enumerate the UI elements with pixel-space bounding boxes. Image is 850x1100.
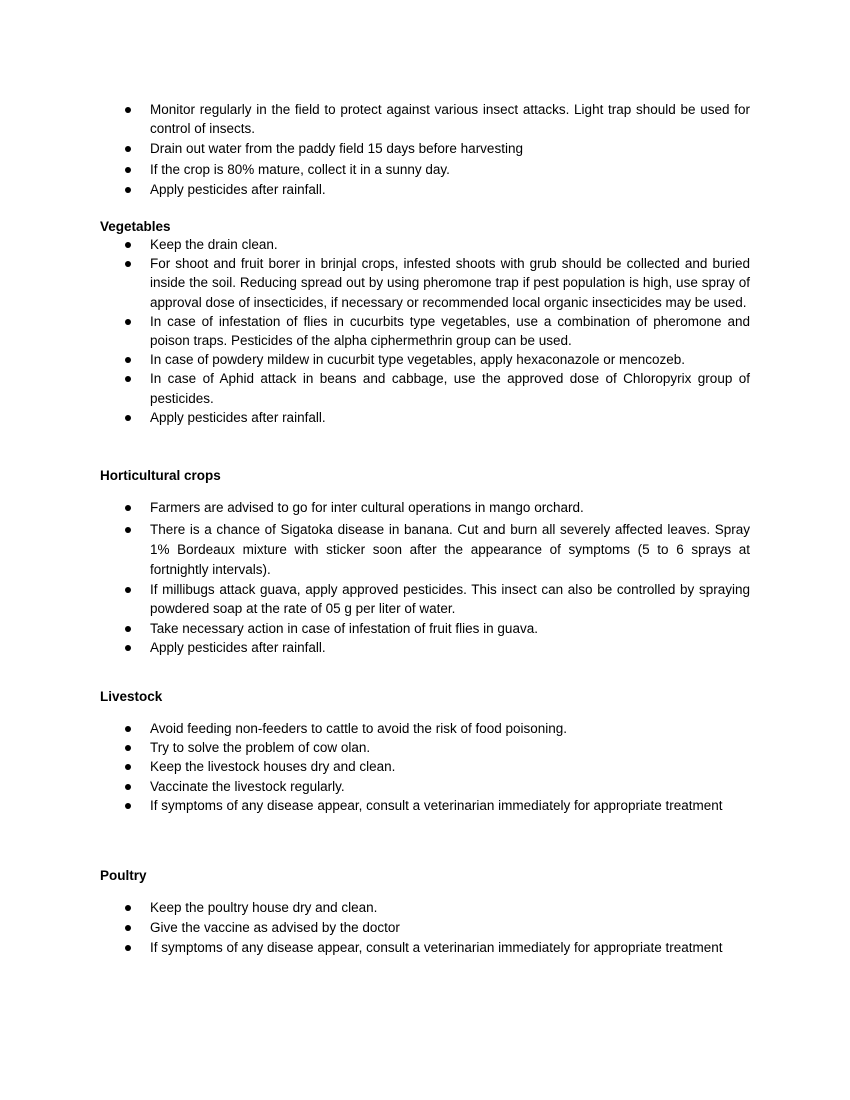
- list-item: [0, 777, 750, 796]
- list-item-text: Apply pesticides after rainfall.: [150, 409, 326, 425]
- intro-list: [0, 100, 850, 199]
- vegetables-list: [0, 235, 850, 427]
- list-item: [0, 738, 750, 757]
- bullet-icon: [125, 242, 131, 248]
- bullet-icon: [125, 945, 131, 951]
- list-item: [0, 757, 750, 776]
- list-item-text: Take necessary action in case of infestation of fruit flies in guava.: [150, 620, 538, 636]
- list-item: [0, 938, 750, 957]
- list-item: [0, 898, 750, 917]
- list-item-text: There is a chance of Sigatoka disease in banana. Cut and burn all severely affected leaves. Spray 1% Bordeaux mixture with sticker soon after the appearance of symptoms (5 to 6 sprays at fortnightly intervals).: [150, 522, 750, 578]
- bullet-icon: [125, 803, 131, 809]
- list-item-text: If millibugs attack guava, apply approved pesticides. This insect can also be controlled by spraying powdered soap at the rate of 05 g per liter of water.: [150, 582, 750, 617]
- bullet-icon: [125, 505, 131, 511]
- list-item-text: Apply pesticides after rainfall.: [150, 639, 326, 655]
- list-item-text: Give the vaccine as advised by the doctor: [150, 920, 400, 936]
- list-item-text: For shoot and fruit borer in brinjal crops, infested shoots with grub should be collected and buried inside the soil. Reducing spread out by using pheromone trap if pest population is high, use spray of approval dose of insecticides, if necessary or recommended local organic insecticides may be used.: [150, 256, 750, 310]
- list-item: [0, 619, 750, 638]
- list-item-text: In case of infestation of flies in cucurbits type vegetables, use a combination of pheromone and poison traps. Pesticides of the alpha ciphermethrin group can be used.: [150, 313, 750, 349]
- section-heading-livestock: Livestock: [100, 689, 163, 704]
- list-item: [0, 100, 750, 138]
- list-item: [0, 408, 750, 427]
- section-heading-horticultural: Horticultural crops: [100, 468, 221, 483]
- bullet-icon: [125, 376, 131, 382]
- bullet-icon: [125, 905, 131, 911]
- list-item: [0, 235, 750, 254]
- list-item-text: Avoid feeding non-feeders to cattle to avoid the risk of food poisoning.: [150, 721, 568, 736]
- list-item: [0, 498, 750, 517]
- bullet-icon: [125, 187, 131, 193]
- bullet-icon: [125, 107, 131, 113]
- list-item-text: If the crop is 80% mature, collect it in a sunny day.: [150, 161, 450, 177]
- bullet-icon: [125, 261, 131, 267]
- list-item: [0, 350, 750, 369]
- bullet-icon: [125, 527, 131, 533]
- list-item-text: Keep the livestock houses dry and clean.: [150, 759, 396, 775]
- list-item-text: Farmers are advised to go for inter cultural operations in mango orchard.: [150, 500, 584, 515]
- bullet-icon: [125, 645, 131, 651]
- bullet-icon: [125, 319, 131, 325]
- list-item-text: Try to solve the problem of cow olan.: [150, 740, 371, 756]
- section-heading-vegetables: Vegetables: [100, 219, 171, 234]
- list-item: [0, 312, 750, 350]
- bullet-icon: [125, 167, 131, 173]
- bullet-icon: [125, 357, 131, 363]
- list-item-text: Monitor regularly in the field to protect against various insect attacks. Light trap should be used for control of insects.: [150, 102, 750, 137]
- bullet-icon: [125, 415, 131, 421]
- bullet-icon: [125, 146, 131, 152]
- list-item: [0, 139, 750, 158]
- list-item-text: In case of powdery mildew in cucurbit type vegetables, apply hexaconazole or mencozeb.: [150, 352, 686, 368]
- list-item: [0, 180, 750, 199]
- list-item-text: If symptoms of any disease appear, consult a veterinarian immediately for appropriate treatment: [150, 940, 723, 956]
- bullet-icon: [125, 784, 131, 790]
- bullet-icon: [125, 764, 131, 770]
- list-item: [0, 580, 750, 618]
- list-item-text: Apply pesticides after rainfall.: [150, 181, 326, 197]
- bullet-icon: [125, 925, 131, 931]
- list-item-text: If symptoms of any disease appear, consult a veterinarian immediately for appropriate treatment: [150, 797, 723, 813]
- bullet-icon: [125, 587, 131, 593]
- bullet-icon: [125, 726, 131, 732]
- list-item-text: Vaccinate the livestock regularly.: [150, 778, 345, 794]
- list-item: [0, 254, 750, 312]
- list-item-text: Keep the drain clean.: [150, 237, 278, 252]
- list-item: [0, 369, 750, 407]
- list-item-text: Keep the poultry house dry and clean.: [150, 900, 378, 915]
- list-item: [0, 796, 750, 815]
- list-item: [0, 638, 750, 657]
- list-item-text: Drain out water from the paddy field 15 days before harvesting: [150, 141, 523, 157]
- poultry-list: [0, 898, 850, 958]
- list-item: [0, 918, 750, 937]
- livestock-list: [0, 719, 850, 815]
- list-item: [0, 719, 750, 738]
- horticultural-list: [0, 498, 850, 657]
- list-item: [0, 520, 750, 580]
- list-item: [0, 160, 750, 179]
- bullet-icon: [125, 745, 131, 751]
- section-heading-poultry: Poultry: [100, 868, 147, 883]
- bullet-icon: [125, 626, 131, 632]
- list-item-text: In case of Aphid attack in beans and cabbage, use the approved dose of Chloropyrix group of pesticides.: [150, 371, 750, 406]
